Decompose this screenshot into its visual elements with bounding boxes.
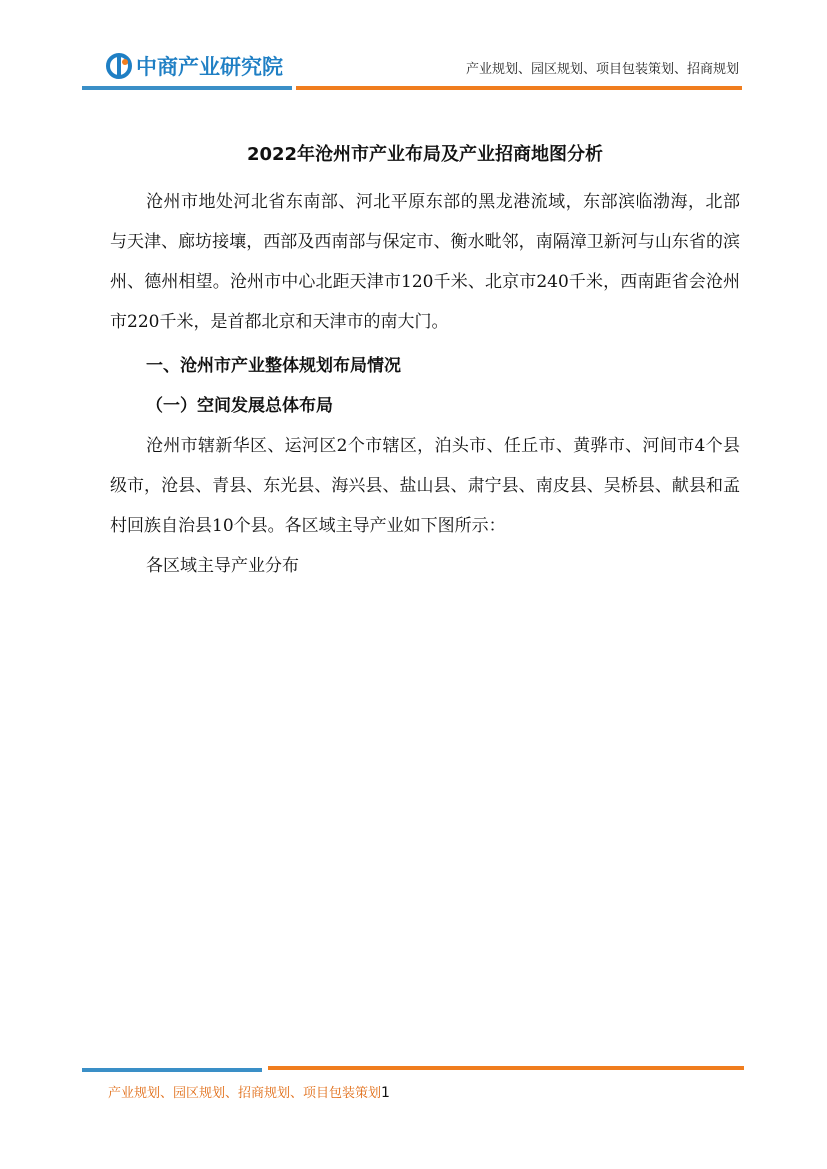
page-footer bbox=[108, 1082, 390, 1101]
header-slogan: 产业规划、园区规划、项目包装策划、招商规划 bbox=[465, 62, 739, 77]
logo-icon bbox=[106, 53, 132, 79]
document-title: 2022年沧州市产业布局及产业招商地图分析 bbox=[246, 144, 604, 165]
figure-caption: 各区域主导产业分布 bbox=[146, 556, 299, 576]
footer-divider-orange bbox=[268, 1066, 744, 1070]
subsection-heading: （一）空间发展总体布局 bbox=[146, 396, 333, 416]
footer-divider-blue bbox=[82, 1068, 262, 1072]
header-divider-blue bbox=[82, 86, 292, 90]
company-logo bbox=[106, 52, 283, 80]
page-header bbox=[0, 0, 827, 100]
subsection-paragraph: 沧州市辖新华区、运河区2个市辖区，泊头市、任丘市、黄骅市、河间市4个县级市，沧县、青县、东光县、海兴县、盐山县、肃宁县、南皮县、吴桥县、献县和孟村回族自治县10个县。各区域主导产业如下图所示： bbox=[110, 436, 740, 536]
page-number: 1 bbox=[381, 1085, 390, 1101]
section-heading: 一、沧州市产业整体规划布局情况 bbox=[146, 356, 401, 376]
footer-slogan: 产业规划、园区规划、招商规划、项目包装策划 bbox=[108, 1086, 382, 1101]
intro-paragraph: 沧州市地处河北省东南部、河北平原东部的黑龙港流域，东部滨临渤海，北部与天津、廊坊接壤，西部及西南部与保定市、衡水毗邻，南隔漳卫新河与山东省的滨州、德州相望。沧州市中心北距天津市120千米、北京市240千米，西南距省会沧州市220千米，是首都北京和天津市的南大门。 bbox=[110, 192, 740, 332]
header-divider-orange bbox=[296, 86, 742, 90]
logo-text: 中商产业研究院 bbox=[136, 55, 283, 79]
document-body bbox=[110, 140, 740, 586]
